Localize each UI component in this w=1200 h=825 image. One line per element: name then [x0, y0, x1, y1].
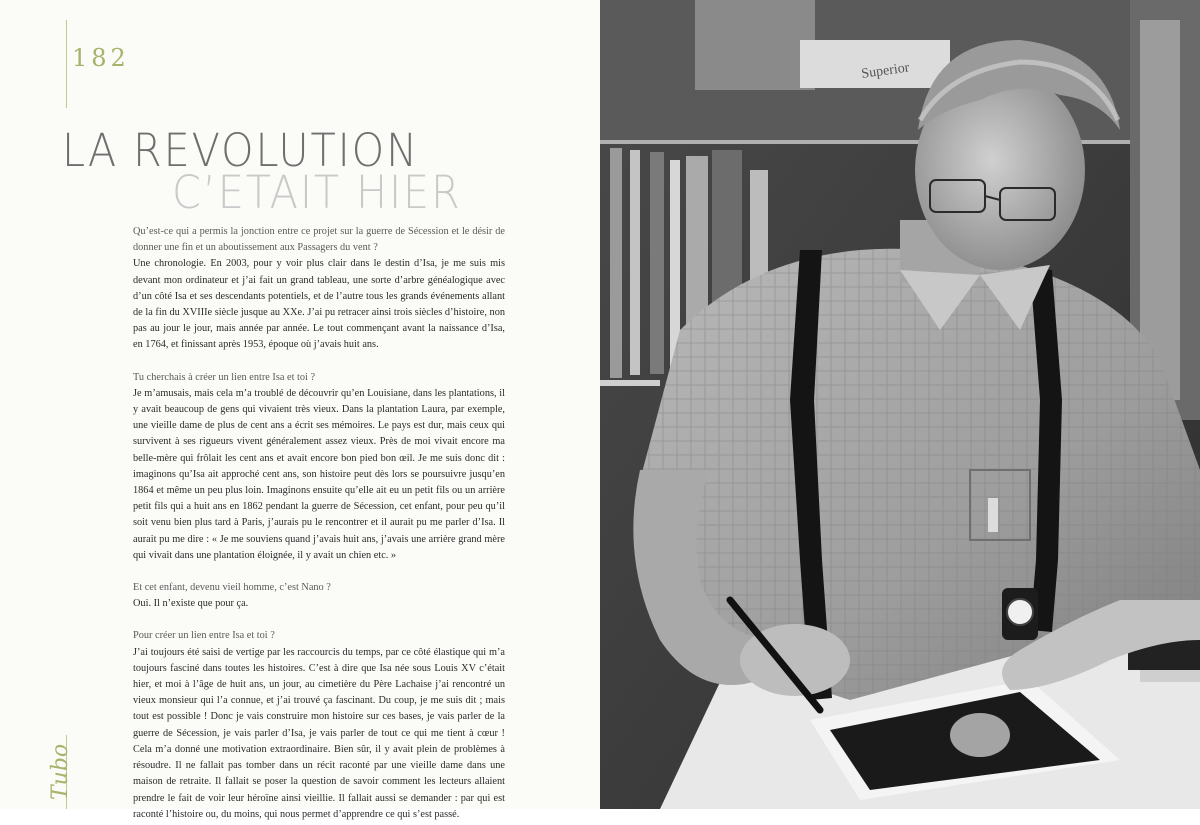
title-line-1: LA REVOLUTION — [62, 124, 419, 177]
paragraph-gap — [133, 612, 505, 628]
paragraph-gap — [133, 354, 505, 370]
interview-question: Qu’est-ce qui a permis la jonction entre ce projet sur la guerre de Sécession et le désir de donner une fin et un aboutissement aux Passagers du vent ? — [133, 226, 505, 254]
page-number: 182 — [72, 44, 130, 72]
interview-answer: Une chronologie. En 2003, pour y voir plus clair dans le destin d’Isa, je me suis mis devant mon ordinateur et j’ai fait un grand tableau, une sorte d’arbre généalogique avec d’un côté Isa et ses descendants potentiels, et de l’autre tous les grands événements allant de la fin du XVIIIe siècle jusque au XXe. J’ai pu retracer ainsi trois siècles d’histoire, non pas au jour le jour, mais année par année. Le tout commençant avant la naissance d’Isa, en 1764, et finissant après 1953, époque où j’avais huit ans. — [133, 258, 505, 351]
interview-answer: Je m’amusais, mais cela m’a troublé de découvrir qu’en Louisiane, dans les plantations, il y avait beaucoup de gens qui vivaient très vieux. Dans la plantation Laura, par exemple, une vieille dame de plus de cent ans a écrit ses mémoires. Le pays est dur, mais ceux qui survivent à ses rigueurs vivent généralement assez vieux. Près de moi vivait encore ma belle-mère qui frôlait les cent ans et avait encore bon pied bon œil. Je me suis donc dit : imaginons qu’Isa ait approché cent ans, son histoire peut dès lors se poursuivre jusqu’en 1864 et même un peu plus loin. Imaginons ensuite qu’elle ait eu un petit fils ou un arrière petit fils qui a huit ans en 1862 pendant la guerre de Sécession, cet enfant, pour peu qu’il soit venu bien plus tard à Paris, j’aurais pu le rencontrer et il aurait pu me parler d’Isa. Il aurait pu me dire : « Je me souviens quand j’avais huit ans, j’avais une arrière grand mère qui vivait dans une plantation éloignée, il y avait un chien etc. » — [133, 387, 505, 561]
article-body — [133, 224, 505, 823]
artist-photo — [600, 0, 1200, 809]
interview-answer: J’ai toujours été saisi de vertige par les raccourcis du temps, par ce côté élastique qui m’a toujours fasciné dans toutes les histoires. C’est à dire que Isa née sous Louis XV c’était hier, et moi à l’âge de huit ans, un jour, au cimetière du Père Lachaise j’ai rencontré un vieux monsieur qui l’a connue, et j’ai trouvé ça fascinant. Du coup, je me suis dit ; mais tout est possible ! Donc je vais construire mon histoire sur ces bases, je vais parler de la guerre de Sécession, je vais parler d’Isa, je vais parler de tout ce qui me tient à cœur ! Cela m’a donné une motivation extraordinaire. Bien sûr, il y avait plein de problèmes à résoudre. Il ne fallait pas tomber dans un récit raconté par une vieille dame dans une maison de retraite. Il fallait se poser la question de savoir comment les lecteurs allaient prendre le fait de voir leur héroïne ainsi vieillie. Il fallait aussi se demander : par qui est raconté l’histoire ou, du moins, qui nous permet d’apprendre ce qui s’est passé. — [133, 646, 505, 820]
interview-question: Pour créer un lien entre Isa et toi ? — [133, 630, 275, 642]
signature: Tubo — [48, 743, 73, 800]
interview-question: Tu cherchais à créer un lien entre Isa et toi ? — [133, 371, 316, 383]
vertical-rule-top — [66, 20, 67, 108]
signature-wrap — [48, 743, 104, 825]
photo-page — [600, 0, 1200, 809]
title-line-2: C’ETAIT HIER — [172, 166, 462, 219]
left-page — [0, 0, 600, 820]
interview-question: Et cet enfant, devenu vieil homme, c’est Nano ? — [133, 582, 331, 594]
paragraph-gap — [133, 564, 505, 580]
interview-answer: Oui. Il n’existe que pour ça. — [133, 598, 249, 610]
book-spine-text: Superior — [860, 60, 911, 82]
